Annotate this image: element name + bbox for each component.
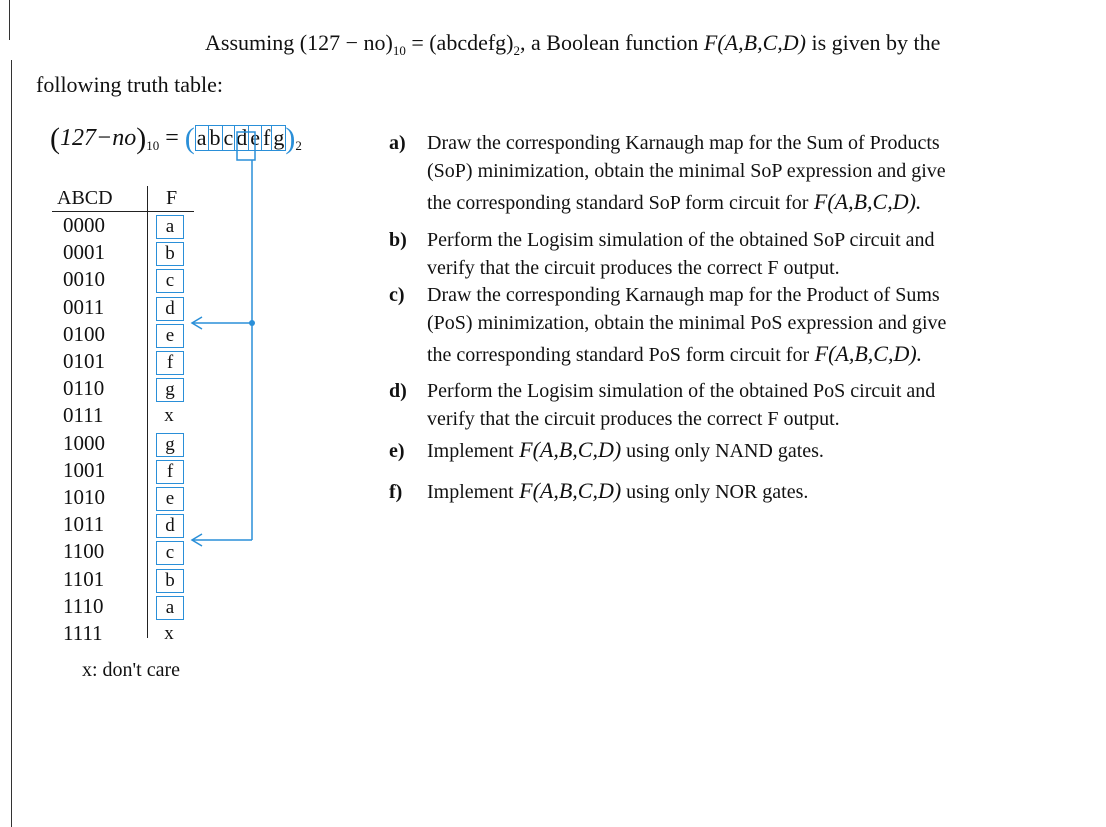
table-row-inputs: 0100 <box>63 321 105 346</box>
question-text: Implement <box>427 440 514 462</box>
equation-left-sub: 10 <box>146 138 160 153</box>
question-line <box>389 379 935 403</box>
table-row-output: b <box>156 569 184 593</box>
equation-bit: d <box>236 125 248 150</box>
bit-d-highlight <box>237 132 255 160</box>
table-row-inputs: 0000 <box>63 213 105 237</box>
equation-bit: b <box>209 125 221 150</box>
question-line <box>389 438 824 463</box>
question-function: F(A,B,C,D). <box>809 341 923 366</box>
table-header-inputs: ABCD <box>57 187 113 209</box>
table-row-inputs: 0101 <box>63 349 105 373</box>
table-row-output: g <box>156 433 184 457</box>
equation-bit: g <box>273 125 285 150</box>
question-line <box>389 342 922 367</box>
question-text: Implement <box>427 481 514 503</box>
intro-expr-right: (abcdefg) <box>429 30 514 55</box>
equation-bit: e <box>250 125 261 150</box>
question-function: F(A,B,C,D) <box>513 437 622 462</box>
question-text: Draw the corresponding Karnaugh map for the Sum of Products <box>427 132 940 154</box>
equation-equals: = <box>165 125 179 151</box>
table-row-inputs: 1100 <box>63 539 105 564</box>
question-label: b) <box>389 229 407 251</box>
question-line <box>389 311 946 335</box>
table-row-output: a <box>156 215 184 239</box>
question-text: (PoS) minimization, obtain the minimal PoS expression and give <box>427 312 947 334</box>
question-text: the corresponding standard SoP form circuit for <box>427 192 809 214</box>
table-row-inputs: 0010 <box>63 267 105 292</box>
intro-middle: , a Boolean function <box>520 30 699 55</box>
question-text: verify that the circuit produces the correct F output. <box>427 408 840 430</box>
question-label: e) <box>389 440 405 462</box>
wire-junction <box>249 320 255 326</box>
dont-care-note: x: don't care <box>82 659 181 681</box>
equation-bit: c <box>223 125 234 150</box>
intro-assuming: Assuming <box>205 30 295 55</box>
question-text: Perform the Logisim simulation of the obtained SoP circuit and <box>427 229 935 251</box>
equation-right-sub: 2 <box>295 138 302 153</box>
question-line <box>389 407 840 431</box>
table-row-inputs: 1000 <box>63 430 105 455</box>
question-line <box>389 228 935 252</box>
table-row-output: e <box>156 324 184 348</box>
table-row-inputs: 0111 <box>63 403 104 428</box>
question-text: Draw the corresponding Karnaugh map for the Product of Sums <box>427 284 940 306</box>
question-text: (SoP) minimization, obtain the minimal SoP expression and give <box>427 160 946 182</box>
question-label: f) <box>389 481 403 503</box>
table-row-output: b <box>156 242 184 266</box>
question-line <box>389 190 921 215</box>
question-text: the corresponding standard PoS form circuit for <box>427 344 810 366</box>
equation-bit: f <box>263 125 271 150</box>
table-row-output: f <box>156 460 184 484</box>
question-line <box>389 283 940 307</box>
equation: $(127-no)_{10}$ = ( a b c d e f g )$_2$ <box>50 122 302 155</box>
table-row-inputs: 0001 <box>63 240 105 265</box>
question-line <box>389 159 946 183</box>
table-row-output: a <box>156 596 184 620</box>
intro-expr-left: (127 − no) <box>299 30 393 55</box>
table-row-output: x <box>164 405 174 427</box>
intro-expr-equals: = <box>405 30 430 55</box>
table-row-inputs: 1110 <box>63 593 104 618</box>
table-row-inputs: 1011 <box>63 512 105 537</box>
intro-line-2: following truth table: <box>36 72 223 97</box>
question-label: a) <box>389 132 406 154</box>
table-row-output: d <box>156 297 184 321</box>
question-label: c) <box>389 284 405 306</box>
question-line <box>389 131 940 155</box>
question-function: F(A,B,C,D) <box>513 478 622 503</box>
table-row-inputs: 0110 <box>63 376 105 401</box>
table-row-inputs: 1101 <box>63 566 105 591</box>
equation-left: 127−no <box>60 125 137 151</box>
table-row-inputs: 1010 <box>63 485 105 509</box>
question-text: verify that the circuit produces the correct F output. <box>427 257 840 279</box>
intro-tail: is given by the <box>811 30 941 55</box>
table-row-inputs: 1111 <box>63 621 103 645</box>
table-row-inputs: 0011 <box>63 294 105 319</box>
intro-expr-left-sub: 10 <box>392 43 406 58</box>
table-row-output: x <box>164 623 174 644</box>
table-row-output: c <box>156 541 184 565</box>
question-line <box>389 256 840 280</box>
equation-bit: a <box>196 125 207 150</box>
question-text-after: using only NAND gates. <box>621 440 824 462</box>
question-text-after: using only NOR gates. <box>621 481 809 503</box>
table-row-output: g <box>156 378 184 402</box>
table-header-output: F <box>166 187 178 209</box>
question-line <box>389 479 808 504</box>
question-text: Perform the Logisim simulation of the obtained PoS circuit and <box>427 380 936 402</box>
question-label: d) <box>389 380 407 402</box>
question-function: F(A,B,C,D). <box>808 189 922 214</box>
intro-expr-right-sub: 2 <box>513 43 521 58</box>
intro-function: F(A,B,C,D) <box>703 30 806 55</box>
table-row-output: f <box>156 351 184 375</box>
table-row-output: e <box>156 487 184 511</box>
table-row-output: c <box>156 269 184 293</box>
table-row-output: d <box>156 514 184 538</box>
table-row-inputs: 1001 <box>63 457 105 482</box>
